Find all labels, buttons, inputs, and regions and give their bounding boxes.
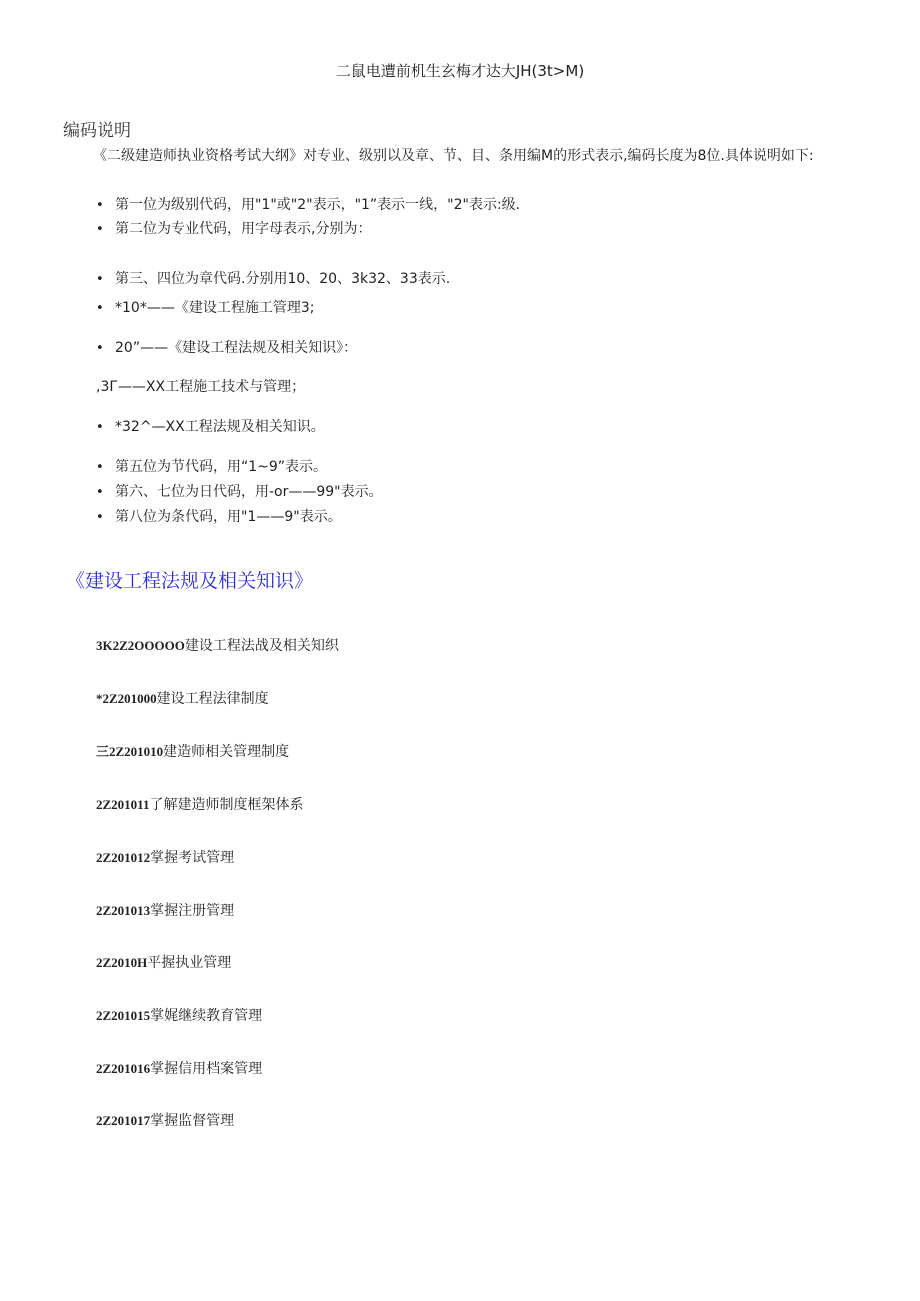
bullet-dot-icon: • <box>96 222 104 237</box>
section-heading: 编码说明 <box>63 121 131 141</box>
bullet-dot-icon: • <box>96 460 104 475</box>
bullet-text: *10*——《建设工程施工管理3; <box>115 300 315 316</box>
bullet-text: 第八位为条代码，用"1——9"表示。 <box>115 509 342 525</box>
toc-text: 掌握监督管理 <box>150 1113 235 1129</box>
toc-entry <box>96 1058 262 1078</box>
toc-code: *2Z201000 <box>96 691 157 706</box>
toc-text: 建设工程法律制度 <box>156 691 269 707</box>
bullet-item <box>96 218 371 238</box>
toc-entry <box>96 741 289 761</box>
toc-entry <box>96 1005 262 1025</box>
page-title: 二鼠电遭前机生玄梅才达大JH(3t>M) <box>335 62 585 80</box>
toc-entry <box>96 794 303 814</box>
bullet-text: 20”——《建设工程法规及相关知识》： <box>115 340 358 356</box>
bullet-dot-icon: • <box>96 272 104 287</box>
bullet-dot-icon: • <box>96 510 104 525</box>
bullet-dot-icon: • <box>96 341 104 356</box>
bullet-text: 第六、七位为日代码，用-or——99"表示。 <box>115 484 383 500</box>
bullet-dot-icon: • <box>96 198 104 213</box>
toc-code: 2Z2010H <box>96 955 148 970</box>
toc-code: 2Z201015 <box>96 1008 151 1023</box>
toc-entry <box>96 847 234 867</box>
toc-entry <box>96 688 269 708</box>
intro-paragraph: 《二级建造师执业资格考试大纲》对专业、级别以及章、节、目、条用编M的形式表示,编码长度为8位.具体说明如下: <box>93 148 814 164</box>
bullet-item <box>96 416 325 436</box>
bullet-text: 第五位为节代码，用“1~9”表示。 <box>115 459 328 475</box>
toc-code: 3K2Z2OOOOO <box>96 638 185 653</box>
toc-text: 了解建造师制度框架体系 <box>149 797 304 813</box>
chapter-code-line: ,3Г——XX工程施工技术与管理； <box>96 379 306 395</box>
bullet-item <box>96 506 342 526</box>
bullet-item <box>96 481 383 501</box>
toc-entry <box>96 635 339 655</box>
bullet-text: 第二位为专业代码，用字母表示,分别为： <box>115 221 372 237</box>
toc-text: 掌娓继续教育管理 <box>150 1008 263 1024</box>
bullet-text: *32^—XX工程法规及相关知识。 <box>115 419 325 435</box>
toc-code: 2Z201016 <box>96 1061 151 1076</box>
toc-code: 2Z201013 <box>96 903 151 918</box>
bullet-text: 第三、四位为章代码.分别用10、20、3k32、33表示. <box>115 271 451 287</box>
toc-text: 建造师相关管理制度 <box>163 744 290 760</box>
bullet-dot-icon: • <box>96 420 104 435</box>
bullet-dot-icon: • <box>96 301 104 316</box>
subject-heading: 《建设工程法规及相关知识》 <box>66 570 314 592</box>
toc-entry <box>96 900 234 920</box>
bullet-item <box>96 268 450 288</box>
bullet-item <box>96 194 520 214</box>
toc-text: 掌握考试管理 <box>150 850 235 866</box>
toc-entry <box>96 952 231 972</box>
toc-text: 掌握信用档案管理 <box>150 1061 263 1077</box>
bullet-item <box>96 337 357 357</box>
bullet-dot-icon: • <box>96 485 104 500</box>
toc-text: 掌握注册管理 <box>150 903 235 919</box>
toc-code: 2Z201017 <box>96 1113 151 1128</box>
toc-code: 2Z201012 <box>96 850 151 865</box>
toc-text: 建设工程法战及相关知织 <box>184 638 339 654</box>
toc-code: 2Z201011 <box>96 797 150 812</box>
bullet-item <box>96 456 327 476</box>
bullet-text: 第一位为级别代码，用"1"或"2"表示，"1”表示一线，"2"表示:级. <box>115 197 521 213</box>
bullet-item <box>96 297 314 317</box>
toc-entry <box>96 1110 234 1130</box>
toc-text: 平握执业管理 <box>147 955 232 971</box>
toc-code: 三2Z201010 <box>96 744 164 759</box>
